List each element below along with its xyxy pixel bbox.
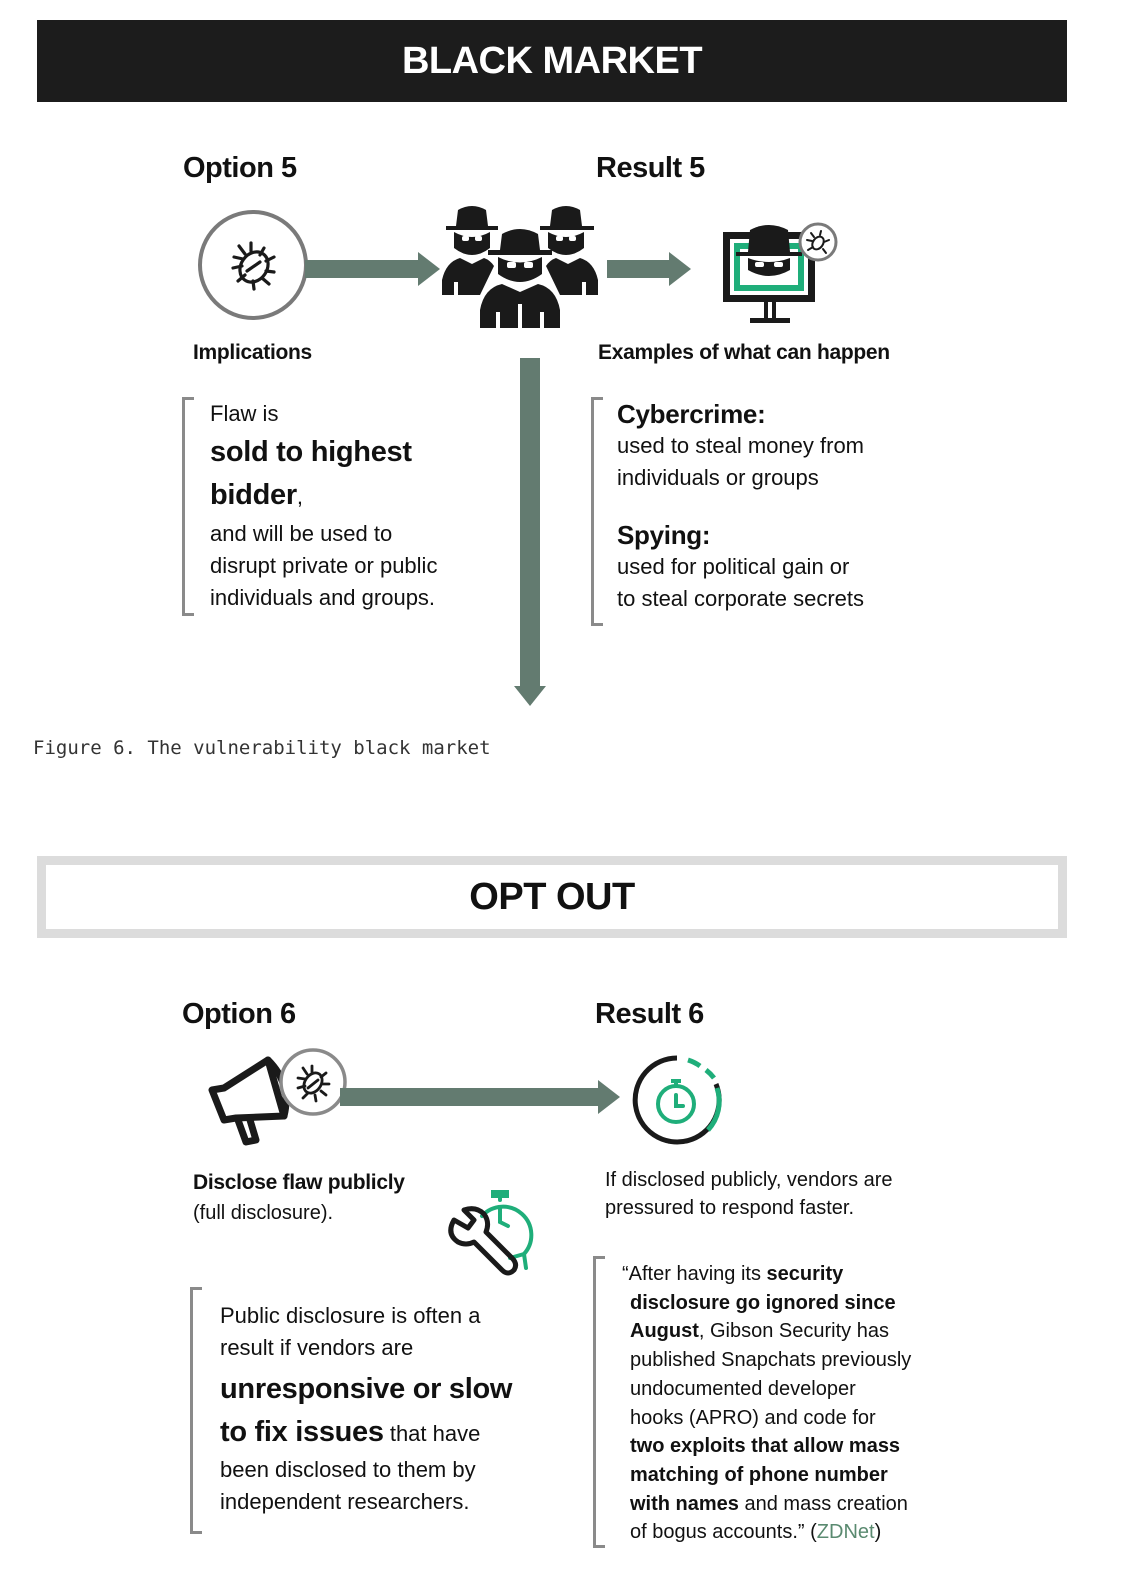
- quote-line-3a: August: [630, 1320, 699, 1343]
- result-text-2: pressured to respond faster.: [605, 1197, 855, 1219]
- quote-line-7: two exploits that allow mass: [630, 1435, 901, 1458]
- black-market-banner: [37, 20, 1067, 102]
- disclosure-bracket: [190, 1287, 202, 1534]
- down-arrow: [514, 358, 546, 706]
- quote-line-9b: and mass creation: [738, 1492, 908, 1515]
- option-5-heading: Option 5: [183, 152, 297, 184]
- stopwatch-icon: [628, 1052, 728, 1148]
- quote-line-10c: ): [874, 1521, 882, 1544]
- examples-label: Examples of what can happen: [598, 341, 890, 364]
- quote-line-8: matching of phone number: [630, 1463, 888, 1486]
- quote-line-10a: of bogus accounts.” (: [630, 1521, 817, 1544]
- opt-out-banner: [37, 856, 1067, 938]
- disclose-sub: (full disclosure).: [193, 1202, 334, 1224]
- option-6-heading: Option 6: [182, 998, 296, 1030]
- quote-line-4: published Snapchats previously: [630, 1349, 912, 1372]
- implication-text: [210, 398, 500, 614]
- black-market-title: BLACK MARKET: [401, 39, 703, 82]
- implications-label: Implications: [193, 341, 312, 364]
- example-title-spying: Spying:: [617, 520, 711, 550]
- example-spying-line-1: used for political gain or: [617, 554, 850, 579]
- hacker-monitor-icon: [720, 218, 844, 328]
- implication-comma: ,: [296, 484, 303, 509]
- result-text-1: If disclosed publicly, vendors are: [605, 1169, 893, 1191]
- arrow-to-result: [607, 252, 691, 286]
- examples-bracket: [591, 397, 603, 626]
- quote-line-2: disclosure go ignored since: [630, 1291, 896, 1314]
- result-5-heading: Result 5: [596, 152, 705, 184]
- disclosure-line-2: result if vendors are: [220, 1335, 414, 1360]
- disclosure-emphasis-1: unresponsive or slow: [220, 1373, 513, 1405]
- quote-line-1a: “After having its: [622, 1263, 767, 1285]
- quote-bracket: [593, 1256, 605, 1548]
- arrow-to-hackers: [305, 252, 440, 286]
- quote-line-1b: security: [766, 1263, 844, 1285]
- opt-out-title: OPT OUT: [469, 875, 635, 918]
- implication-emphasis-1: sold to highest: [210, 436, 412, 468]
- disclosure-line-6: independent researchers.: [220, 1489, 470, 1514]
- examples-text: [617, 398, 937, 615]
- result-6-heading: Result 6: [595, 998, 704, 1030]
- quote-source-link[interactable]: ZDNet: [816, 1521, 875, 1544]
- quote-line-6: hooks (APRO) and code for: [630, 1406, 876, 1429]
- quote-line-9a: with names: [630, 1492, 739, 1515]
- megaphone-icon: [202, 1048, 352, 1148]
- bug-icon: [196, 208, 310, 322]
- disclosure-emphasis-2: to fix issues: [220, 1416, 384, 1448]
- example-title-cybercrime: Cybercrime:: [617, 399, 766, 429]
- implication-rest-3: individuals and groups.: [210, 585, 436, 610]
- implication-rest-1: and will be used to: [210, 521, 393, 546]
- quote-text: [622, 1260, 932, 1547]
- disclose-label: Disclose flaw publicly: [193, 1171, 405, 1194]
- wrench-clock-icon: [444, 1186, 544, 1282]
- quote-line-5: undocumented developer: [630, 1377, 856, 1400]
- implication-bracket: [182, 397, 194, 616]
- implication-line-1: Flaw is: [210, 401, 279, 426]
- disclosure-line-1: Public disclosure is often a: [220, 1303, 481, 1328]
- hackers-group-icon: [440, 200, 600, 328]
- disclosure-tail: that have: [383, 1421, 481, 1446]
- figure-caption: Figure 6. The vulnerability black market: [33, 737, 491, 759]
- implication-emphasis-2: bidder: [210, 479, 297, 511]
- quote-line-3b: , Gibson Security has: [698, 1320, 889, 1343]
- implication-rest-2: disrupt private or public: [210, 553, 438, 578]
- disclosure-line-5: been disclosed to them by: [220, 1457, 476, 1482]
- disclosure-text: [220, 1300, 540, 1518]
- example-spying-line-2: to steal corporate secrets: [617, 586, 865, 611]
- arrow-to-result-6: [340, 1080, 620, 1114]
- example-cybercrime-line-1: used to steal money from: [617, 433, 865, 458]
- example-cybercrime-line-2: individuals or groups: [617, 465, 819, 490]
